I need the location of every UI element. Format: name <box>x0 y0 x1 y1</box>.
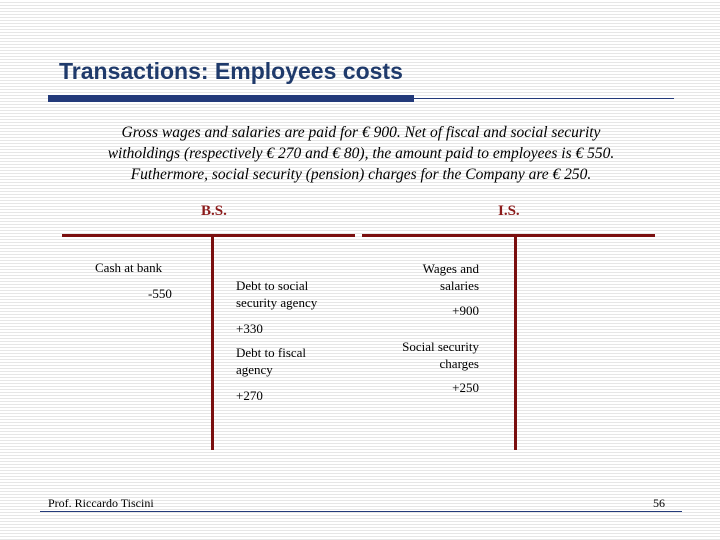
is-t-account-divider <box>514 236 517 450</box>
social-security-charges-value: +250 <box>452 380 479 395</box>
debt-social-security-label-line: security agency <box>236 295 318 310</box>
bs-t-account-top-rule <box>62 234 355 237</box>
title-underline-bar <box>48 95 414 102</box>
wages-salaries-label-line: salaries <box>440 278 479 293</box>
wages-salaries-value: +900 <box>452 303 479 318</box>
footer-rule <box>40 511 682 512</box>
intro-line: witholdings (respectively € 270 and € 80), the amount paid to employees is € 550. <box>107 145 615 162</box>
is-t-account-top-rule <box>362 234 655 237</box>
social-security-charges-label-line: Social security <box>402 339 479 354</box>
debt-fiscal-agency-label-line: agency <box>236 362 273 377</box>
debt-social-security-value: +330 <box>236 321 263 336</box>
cash-at-bank-label: Cash at bank <box>95 260 163 275</box>
intro-line: Gross wages and salaries are paid for € 900. Net of fiscal and social security <box>121 124 601 141</box>
is-header: I.S. <box>498 203 520 219</box>
intro-paragraph <box>40 122 682 185</box>
footer-author: Prof. Riccardo Tiscini <box>48 496 154 510</box>
debt-social-security-label-line: Debt to social <box>236 278 309 293</box>
debt-fiscal-agency-value: +270 <box>236 388 263 403</box>
wages-salaries-label-line: Wages and <box>422 261 479 276</box>
cash-at-bank-value: -550 <box>148 286 172 301</box>
social-security-charges-label-line: charges <box>439 356 479 371</box>
bs-header: B.S. <box>201 203 227 219</box>
title-underline-rule <box>414 98 674 99</box>
page-title: Transactions: Employees costs <box>59 58 403 84</box>
page-number: 56 <box>653 496 665 510</box>
bs-t-account-divider <box>211 236 214 450</box>
intro-line: Futhermore, social security (pension) charges for the Company are € 250. <box>130 166 592 183</box>
debt-fiscal-agency-label-line: Debt to fiscal <box>236 345 307 360</box>
